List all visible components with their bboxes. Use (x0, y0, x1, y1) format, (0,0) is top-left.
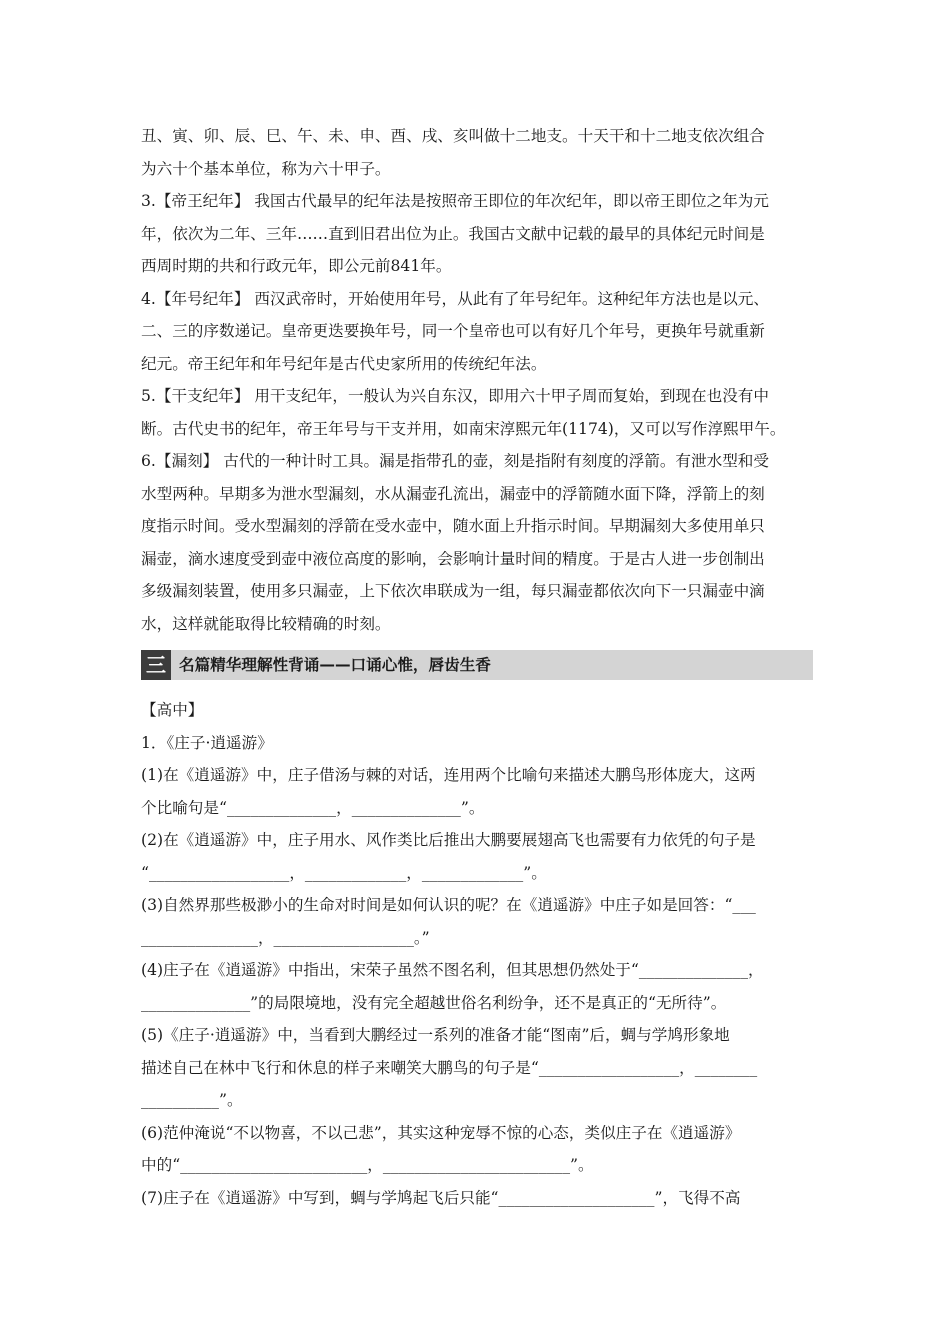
text-line: 3.【帝王纪年】 我国古代最早的纪年法是按照帝王即位的年次纪年，即以帝王即位之年为元 (141, 192, 769, 210)
text-line: 描述自己在林中飞行和休息的样子来嘲笑大鹏鸟的句子是“__________________，________ (141, 1058, 758, 1077)
text-line: 丑、寅、卯、辰、巳、午、未、申、酉、戌、亥叫做十二地支。十天干和十二地支依次组合 (141, 127, 765, 145)
text-line: _______________，__________________。” (141, 928, 430, 947)
text-line: (2)在《逍遥游》中，庄子用水、风作类比后推出大鹏要展翅高飞也需要有力依凭的句子是 (141, 831, 756, 849)
text-line: (7)庄子在《逍遥游》中写到，蜩与学鸠起飞后只能“____________________”，飞得不高 (141, 1188, 741, 1207)
text-line: 年，依次为二年、三年……直到旧君出位为止。我国古文献中记载的最早的具体纪元时间是 (141, 224, 765, 243)
document-page (141, 120, 813, 1214)
text-line: 为六十个基本单位，称为六十甲子。 (141, 159, 391, 178)
text-line: 中的“________________________，________________________”。 (141, 1156, 594, 1174)
section-title: 名篇精华理解性背诵——口诵心惟，唇齿生香 (179, 656, 491, 674)
text-line: 多级漏刻装置，使用多只漏壶，上下依次串联成为一组，每只漏壶都依次向下一只漏壶中滴 (141, 582, 765, 600)
text-line: 二、三的序数递记。皇帝更迭要换年号，同一个皇帝也可以有好几个年号，更换年号就重新 (141, 322, 765, 340)
notes-section (141, 120, 813, 640)
text-line: 漏壶，滴水速度受到壶中液位高度的影响，会影响计量时间的精度。于是古人进一步创制出 (141, 549, 765, 568)
text-line: (1)在《逍遥游》中，庄子借汤与棘的对话，连用两个比喻句来描述大鹏鸟形体庞大，这两 (141, 766, 756, 784)
text-line: 1．《庄子·逍遥游》 (141, 733, 273, 752)
text-line: 6.【漏刻】 古代的一种计时工具。漏是指带孔的壶，刻是指附有刻度的浮箭。有泄水型和受 (141, 452, 769, 470)
text-line: 西周时期的共和行政元年，即公元前841年。 (141, 257, 452, 275)
text-line: 4.【年号纪年】 西汉武帝时，开始使用年号，从此有了年号纪年。这种纪年方法也是以元、 (141, 289, 769, 308)
text-line: (3)自然界那些极渺小的生命对时间是如何认识的呢？在《逍遥游》中庄子如是回答：“___ (141, 896, 756, 914)
text-line: 度指示时间。受水型漏刻的浮箭在受水壶中，随水面上升指示时间。早期漏刻大多使用单只 (141, 517, 765, 535)
text-line: 【高中】 (141, 701, 204, 719)
section-banner (141, 650, 813, 680)
text-line: (4)庄子在《逍遥游》中指出，宋荣子虽然不图名利，但其思想仍然处于“______________， (141, 961, 764, 979)
text-line: 水，这样就能取得比较精确的时刻。 (141, 614, 391, 633)
recitation-section (141, 694, 813, 1214)
text-line: ______________”的局限境地，没有完全超越世俗名利纷争，还不是真正的“无所待”。 (141, 993, 727, 1012)
text-line: “__________________，_____________，_____________”。 (141, 863, 547, 882)
text-line: 水型两种。早期多为泄水型漏刻，水从漏壶孔流出，漏壶中的浮箭随水面下降，浮箭上的刻 (141, 484, 765, 503)
text-line: 5.【干支纪年】 用干支纪年，一般认为兴自东汉，即用六十甲子周而复始，到现在也没有中 (141, 387, 769, 405)
text-line: 断。古代史书的纪年，帝王年号与干支并用，如南宋淳熙元年(1174)，又可以写作淳熙甲午。 (141, 419, 786, 438)
text-line: __________”。 (141, 1091, 243, 1109)
text-line: (6)范仲淹说“不以物喜，不以己悲”，其实这种宠辱不惊的心态，类似庄子在《逍遥游》 (141, 1123, 741, 1142)
text-line: 纪元。帝王纪年和年号纪年是古代史家所用的传统纪年法。 (141, 354, 547, 373)
text-line: (5)《庄子·逍遥游》中，当看到大鹏经过一系列的准备才能“图南”后，蜩与学鸠形象地 (141, 1026, 730, 1044)
text-line: 个比喻句是“______________，______________”。 (141, 798, 485, 817)
section-number: 三 (141, 650, 171, 680)
